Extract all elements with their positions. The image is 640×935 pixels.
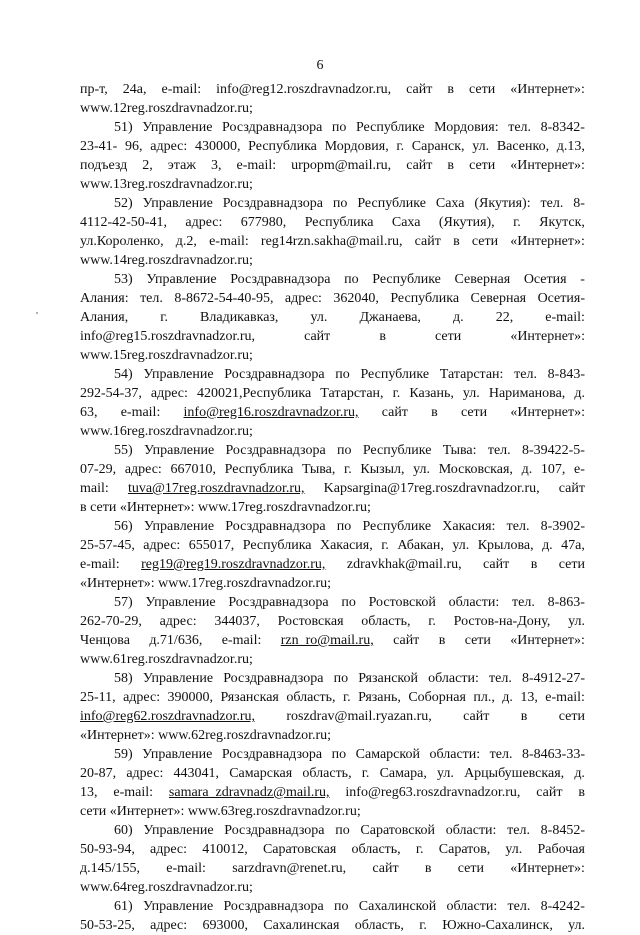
text-line: 50-53-25, адрес: 693000, Сахалинская область, г. Южно-Сахалинск, ул. [80,918,585,933]
text-line: 25-57-45, адрес: 655017, Республика Хакасия, г. Абакан, ул. Крылова, д. 47а, [80,538,585,553]
text-line: подъезд 2, этаж 3, e-mail: urpopm@mail.ru, сайт в сети «Интернет»: [80,158,585,173]
text-line: www.12reg.roszdravnadzor.ru; [80,101,253,116]
text-line: 07-29, адрес: 667010, Республика Тыва, г. Кызыл, ул. Московская, д. 107, e- [80,462,585,477]
text-line: www.64reg.roszdravnadzor.ru; [80,880,253,895]
text-line: 13, e-mail: samara_zdravnadz@mail.ru, info@reg63.roszdravnadzor.ru, сайт в [80,785,585,800]
text-line: 262-70-29, адрес: 344037, Ростовская область, г. Ростов-на-Дону, ул. [80,614,585,629]
text-line: 23-41- 96, адрес: 430000, Республика Мордовия, г. Саранск, ул. Васенко, д.13, [80,139,585,154]
text-line: сети «Интернет»: www.63reg.roszdravnadzor.ru; [80,804,361,819]
text-line: «Интернет»: www.17reg.roszdravnadzor.ru; [80,576,332,591]
text-line: 59) Управление Росздравнадзора по Самарской области: тел. 8-8463-33- [114,747,585,762]
text-line: 56) Управление Росздравнадзора по Республике Хакасия: тел. 8-3902- [114,519,585,534]
text-line: info@reg15.roszdravnadzor.ru, сайт в сети «Интернет»: [80,329,585,344]
text-line: пр-т, 24а, e-mail: info@reg12.roszdravnadzor.ru, сайт в сети «Интернет»: [80,82,585,97]
text-line: Алания, г. Владикавказ, ул. Джанаева, д. 22, e-mail: [80,310,585,325]
text-line: 53) Управление Росздравнадзора по Республике Северная Осетия - [114,272,585,287]
text-line: 292-54-37, адрес: 420021,Республика Татарстан, г. Казань, ул. Нариманова, д. [80,386,585,401]
text-line: www.15reg.roszdravnadzor.ru; [80,348,253,363]
text-line: www.16reg.roszdravnadzor.ru; [80,424,253,439]
text-line: www.13reg.roszdravnadzor.ru; [80,177,253,192]
text-line: 61) Управление Росздравнадзора по Сахалинской области: тел. 8-4242- [114,899,585,914]
text-line: mail: tuva@17reg.roszdravnadzor.ru, Kapsargina@17reg.roszdravnadzor.ru, сайт [80,481,585,496]
text-line: www.61reg.roszdravnadzor.ru; [80,652,253,667]
text-line: ул.Короленко, д.2, e-mail: reg14rzn.sakha@mail.ru, сайт в сети «Интернет»: [80,234,585,249]
text-line: Алания: тел. 8-8672-54-40-95, адрес: 362040, Республика Северная Осетия- [80,291,585,306]
text-line: 51) Управление Росздравнадзора по Республике Мордовия: тел. 8-8342- [114,120,585,135]
page-number: 6 [316,58,324,73]
margin-mark [36,312,38,314]
text-line: 20-87, адрес: 443041, Самарская область, г. Самара, ул. Арцыбушевская, д. [80,766,585,781]
text-line: в сети «Интернет»: www.17reg.roszdravnadzor.ru; [80,500,371,515]
text-line: www.14reg.roszdravnadzor.ru; [80,253,253,268]
text-line: 52) Управление Росздравнадзора по Республике Саха (Якутия): тел. 8- [114,196,585,211]
text-line: «Интернет»: www.62reg.roszdravnadzor.ru; [80,728,332,743]
text-line: 60) Управление Росздравнадзора по Саратовской области: тел. 8-8452- [114,823,585,838]
text-line: 57) Управление Росздравнадзора по Ростовской области: тел. 8-863- [114,595,585,610]
text-line: 25-11, адрес: 390000, Рязанская область, г. Рязань, Соборная пл., д. 13, e-mail: [80,690,585,705]
text-line: 63, e-mail: info@reg16.roszdravnadzor.ru, сайт в сети «Интернет»: [80,405,585,420]
text-line: 50-93-94, адрес: 410012, Саратовская область, г. Саратов, ул. Рабочая [80,842,585,857]
text-line: info@reg62.roszdravnadzor.ru, roszdrav@mail.ryazan.ru, сайт в сети [80,709,585,724]
text-line: д.145/155, e-mail: sarzdravn@renet.ru, сайт в сети «Интернет»: [80,861,585,876]
text-line: 55) Управление Росздравнадзора по Республике Тыва: тел. 8-39422-5- [114,443,585,458]
document-body [80,80,585,935]
text-line: Ченцова д.71/636, e-mail: rzn_ro@mail.ru, сайт в сети «Интернет»: [80,633,585,648]
text-line: 58) Управление Росздравнадзора по Рязанской области: тел. 8-4912-27- [114,671,585,686]
text-line: 54) Управление Росздравнадзора по Республике Татарстан: тел. 8-843- [114,367,585,382]
text-line: e-mail: reg19@reg19.roszdravnadzor.ru, zdravkhak@mail.ru, сайт в сети [80,557,585,572]
text-line: 4112-42-50-41, адрес: 677980, Республика Саха (Якутия), г. Якутск, [80,215,585,230]
